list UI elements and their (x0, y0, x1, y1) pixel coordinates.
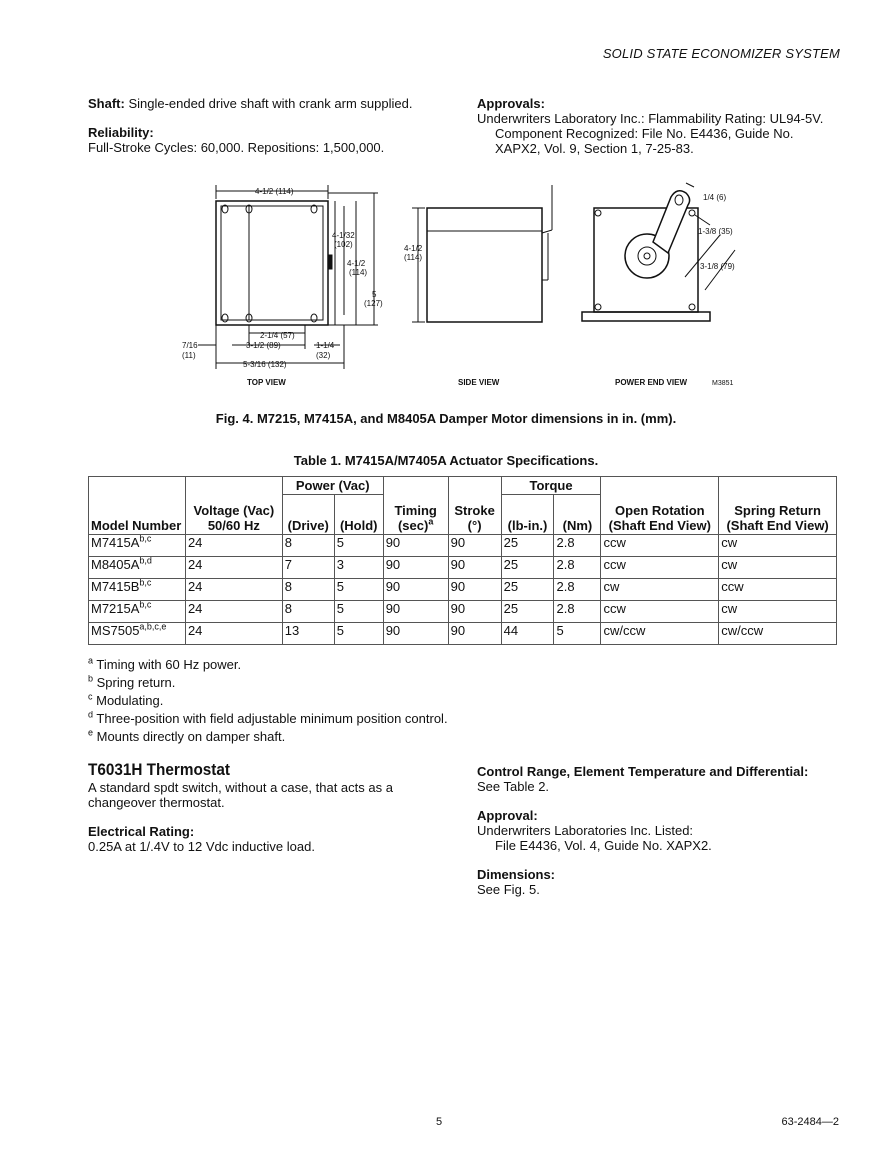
power-dim-c: 3-1/8 (79) (700, 262, 735, 271)
table-row (89, 535, 837, 557)
cell-voltage: 24 (185, 623, 282, 645)
cell-spring: cw/ccw (719, 623, 837, 645)
cell-open: ccw (601, 601, 719, 623)
cell-drive: 7 (282, 557, 334, 579)
top-view-label: TOP VIEW (247, 378, 286, 387)
approvals-line1: Underwriters Laboratory Inc.: Flammability Rating: UL94-5V. (477, 111, 824, 126)
running-header: SOLID STATE ECONOMIZER SYSTEM (602, 46, 840, 61)
cell-model: $M7415B^{b,c}$ (89, 579, 186, 601)
cell-timing: 90 (383, 535, 448, 557)
cell-spring: cw (719, 601, 837, 623)
power-dim-b: 1-3/8 (35) (698, 227, 733, 236)
cell-stroke: 90 (448, 579, 501, 601)
cell-hold: 5 (334, 579, 383, 601)
cell-lbin: 25 (501, 557, 554, 579)
cell-drive: 13 (282, 623, 334, 645)
cell-lbin: 44 (501, 623, 554, 645)
cell-voltage: 24 (185, 557, 282, 579)
top-dim-d: 7/16 (182, 341, 198, 350)
table-row (89, 623, 837, 645)
doc-number: 63-2484—2 (781, 1116, 839, 1128)
table-row (89, 601, 837, 623)
top-view-drawing (198, 185, 378, 369)
col-drive: (Drive) (282, 495, 334, 535)
cell-timing: 90 (383, 623, 448, 645)
reliability-label: Reliability: (88, 125, 154, 140)
cell-voltage: 24 (185, 601, 282, 623)
cell-timing: 90 (383, 557, 448, 579)
cell-stroke: 90 (448, 535, 501, 557)
t6031-right-block (477, 764, 857, 897)
cell-hold: 3 (334, 557, 383, 579)
page-number: 5 (436, 1116, 443, 1128)
cell-voltage: 24 (185, 535, 282, 557)
approvals-line3: XAPX2, Vol. 9, Section 1, 7-25-83. (495, 141, 694, 156)
top-inner-h-mm: (102) (334, 240, 353, 249)
actuator-spec-table (88, 476, 837, 645)
cell-nm: 5 (554, 623, 601, 645)
top-total-dim: 5 (372, 290, 377, 299)
electrical-rating-text: 0.25A at 1/.4V to 12 Vdc inductive load. (88, 839, 315, 854)
top-inner-h-dim: 4-1/32 (332, 231, 355, 240)
col-nm: (Nm) (554, 495, 601, 535)
table-row (89, 579, 837, 601)
approvals-line2: Component Recognized: File No. E4436, Guide No. (495, 126, 794, 141)
approval-line2: File E4436, Vol. 4, Guide No. XAPX2. (495, 838, 712, 853)
cell-spring: cw (719, 557, 837, 579)
side-view-drawing (412, 185, 552, 322)
footnote: $^a$ Timing with 60 Hz power. (88, 655, 242, 672)
cell-lbin: 25 (501, 601, 554, 623)
cell-spring: cw (719, 535, 837, 557)
col-model: Model Number (89, 477, 186, 535)
cell-lbin: 25 (501, 579, 554, 601)
cell-drive: 8 (282, 601, 334, 623)
cell-model: $M8405A^{b,d}$ (89, 557, 186, 579)
cell-nm: 2.8 (554, 535, 601, 557)
table-row (89, 557, 837, 579)
col-open-rotation: Open Rotation (Shaft End View) (601, 477, 719, 535)
cell-open: ccw (601, 535, 719, 557)
side-view-label: SIDE VIEW (458, 378, 500, 387)
footnote: $^c$ Modulating. (88, 691, 164, 708)
top-dim-c-mm: (32) (316, 351, 331, 360)
t6031-desc1: A standard spdt switch, without a case, that acts as a (88, 780, 393, 795)
cell-spring: ccw (719, 579, 837, 601)
control-range-label: Control Range, Element Temperature and Differential: (477, 764, 809, 779)
electrical-rating-label: Electrical Rating: (88, 824, 195, 839)
cell-hold: 5 (334, 601, 383, 623)
cell-model: $M7215A^{b,c}$ (89, 601, 186, 623)
col-lbin: (lb-in.) (501, 495, 554, 535)
cell-timing: 90 (383, 579, 448, 601)
cell-lbin: 25 (501, 535, 554, 557)
figure-code: M3851 (712, 380, 734, 387)
table-footnotes (88, 656, 448, 746)
col-torque: Torque (501, 477, 601, 495)
control-range-text: See Table 2. (477, 779, 550, 794)
top-dim-d-mm: (11) (182, 351, 196, 360)
col-hold: (Hold) (334, 495, 383, 535)
figure-labels (182, 187, 735, 387)
cell-nm: 2.8 (554, 557, 601, 579)
top-dim-e: 5-3/16 (132) (243, 360, 287, 369)
col-spring-return: Spring Return (Shaft End View) (719, 477, 837, 535)
col-timing: Timing $(\sec)^a$ (383, 477, 448, 535)
top-h-mm: (114) (349, 268, 368, 277)
cell-nm: 2.8 (554, 601, 601, 623)
cell-drive: 8 (282, 535, 334, 557)
reliability-text: Full-Stroke Cycles: 60,000. Repositions: 1,500,000. (88, 140, 385, 155)
section-heading: T6031H Thermostat (88, 760, 231, 779)
cell-stroke: 90 (448, 601, 501, 623)
cell-model: $M7415A^{b,c}$ (89, 535, 186, 557)
cell-timing: 90 (383, 601, 448, 623)
approvals-label: Approvals: (477, 96, 545, 111)
cell-stroke: 90 (448, 623, 501, 645)
top-total-mm: (127) (364, 299, 383, 308)
approvals-block (477, 96, 857, 156)
dimensions-text: See Fig. 5. (477, 882, 540, 897)
approval-label: Approval: (477, 808, 538, 823)
power-end-view-label: POWER END VIEW (615, 378, 688, 387)
col-power: Power (Vac) (282, 477, 383, 495)
top-width-dim: 4-1/2 (114) (255, 187, 294, 196)
power-end-view-drawing (582, 183, 735, 321)
cell-open: cw/ccw (601, 623, 719, 645)
cell-drive: 8 (282, 579, 334, 601)
cell-open: cw (601, 579, 719, 601)
shaft-label: Shaft: (88, 96, 125, 111)
top-dim-c: 1-1/4 (316, 341, 335, 350)
shaft-text: Single-ended drive shaft with crank arm supplied. (124, 96, 413, 111)
cell-hold: 5 (334, 535, 383, 557)
approval-line1: Underwriters Laboratories Inc. Listed: (477, 823, 694, 838)
footnote: $^d$ Three-position with field adjustable minimum position control. (88, 709, 448, 726)
table-title: Table 1. M7415A/M7405A Actuator Specifications. (293, 453, 599, 468)
shaft-reliability-block (88, 96, 448, 155)
top-dim-a: 2-1/4 (57) (260, 331, 295, 340)
col-voltage: Voltage (Vac) 50/60 Hz (185, 477, 282, 535)
cell-stroke: 90 (448, 557, 501, 579)
power-dim-a: 1/4 (6) (703, 193, 727, 202)
t6031-left-block (88, 762, 448, 854)
cell-hold: 5 (334, 623, 383, 645)
side-h-dim: 4-1/2 (404, 244, 423, 253)
cell-voltage: 24 (185, 579, 282, 601)
col-stroke: Stroke (°) (448, 477, 501, 535)
t6031-desc2: changeover thermostat. (88, 795, 225, 810)
top-dim-b: 3-1/2 (89) (246, 341, 281, 350)
cell-nm: 2.8 (554, 579, 601, 601)
cell-open: ccw (601, 557, 719, 579)
dimensions-label: Dimensions: (477, 867, 556, 882)
damper-motor-dimension-figure (0, 175, 892, 395)
top-h-dim: 4-1/2 (347, 259, 366, 268)
figure-caption: Fig. 4. M7215, M7415A, and M8405A Damper Motor dimensions in in. (mm). (215, 411, 677, 426)
cell-model: MS7505$^{a,b,c,e}$ (89, 623, 186, 645)
side-h-mm: (114) (404, 253, 423, 262)
footnote: $^b$ Spring return. (88, 673, 176, 690)
footnote: $^e$ Mounts directly on damper shaft. (88, 727, 286, 744)
